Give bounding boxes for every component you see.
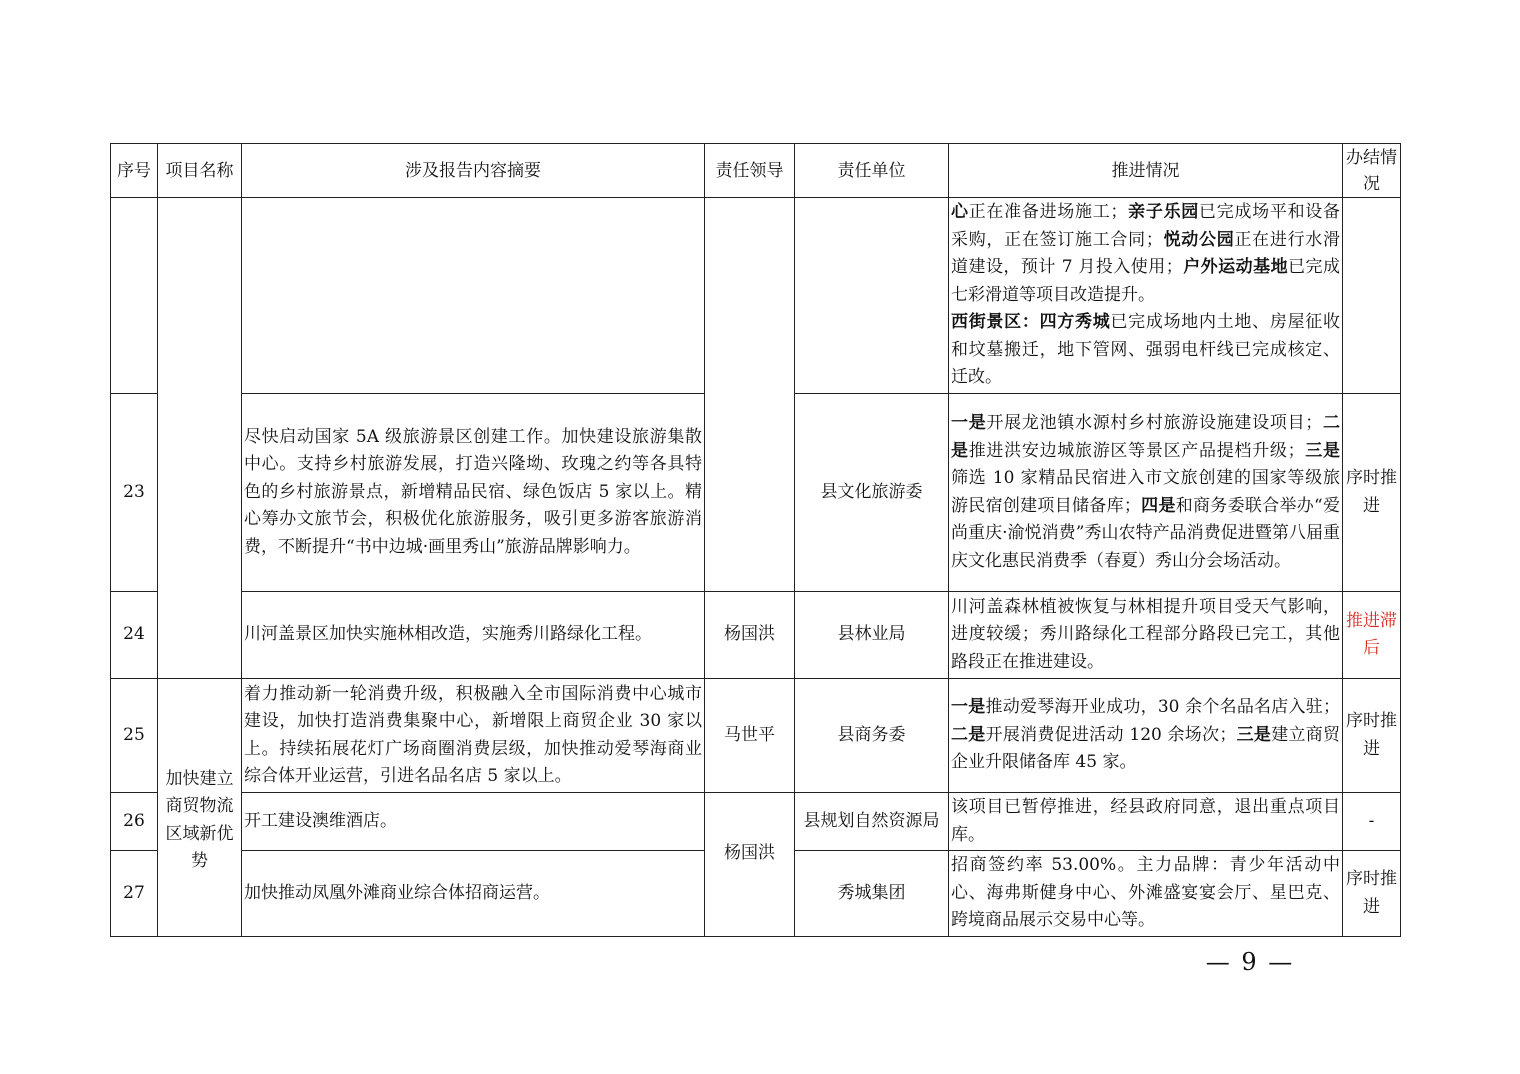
leader-cell: 杨国洪 [705,793,795,937]
table-row [111,198,1401,394]
summary-cell: 着力推动新一轮消费升级，积极融入全市国际消费中心城市建设，加快打造消费集聚中心，新增限上商贸企业 30 家以上。持续拓展花灯广场商圈消费层级，加快推动爱琴海商业综合体开业运营，引进名品名店 5 家以上。 [242,679,705,793]
leader-cell: 杨国洪 [705,592,795,679]
summary-cell: 尽快启动国家 5A 级旅游景区创建工作。加快建设旅游集散中心。支持乡村旅游发展，打造兴隆坳、玫瑰之约等各具特色的乡村旅游景点，新增精品民宿、绿色饭店 5 家以上。精心筹办文旅节会，积极优化旅游服务，吸引更多游客旅游消费，不断提升“书中边城·画里秀山”旅游品牌影响力。 [242,394,705,592]
summary-cell: 开工建设澳维酒店。 [242,793,705,851]
header-seq: 序号 [111,144,158,198]
progress-cell: 一是推动爱琴海开业成功，30 余个名品名店入驻；二是开展消费促进活动 120 余场次；三是建立商贸企业升限储备库 45 家。 [949,679,1343,793]
header-progress: 推进情况 [949,144,1343,198]
table-row [111,679,1401,793]
cont-progress-cell: 心正在准备进场施工；亲子乐园已完成场平和设备采购，正在签订施工合同；悦动公园正在进行水滑道建设，预计 7 月投入使用；户外运动基地已完成七彩滑道等项目改造提升。 西街景区：四方秀城已完成场地内土地、房屋征收和坟墓搬迁，地下管网、强弱电杆线已完成核定、迁改。 [949,198,1343,394]
status-cell: 序时推进 [1343,679,1401,793]
cont-summary-cell [242,198,705,394]
header-row [111,144,1401,198]
unit-cell: 县林业局 [795,592,949,679]
header-summary: 涉及报告内容摘要 [242,144,705,198]
status-cell: 推进滞后 [1343,592,1401,679]
header-leader: 责任领导 [705,144,795,198]
table-row [111,793,1401,851]
progress-cell: 该项目已暂停推进，经县政府同意，退出重点项目库。 [949,793,1343,851]
report-table [110,143,1401,937]
progress-cell: 川河盖森林植被恢复与林相提升项目受天气影响，进度较缓；秀川路绿化工程部分路段已完工，其他路段正在推进建设。 [949,592,1343,679]
table-row [111,592,1401,679]
status-cell: 序时推进 [1343,851,1401,937]
seq-cell: 23 [111,394,158,592]
page-number: — 9 — [1205,948,1295,976]
header-status: 办结情况 [1343,144,1401,198]
cont-leader-cell [705,198,795,592]
seq-cell: 25 [111,679,158,793]
unit-cell: 县文化旅游委 [795,394,949,592]
seq-cell: 27 [111,851,158,937]
seq-cell: 26 [111,793,158,851]
unit-cell: 县规划自然资源局 [795,793,949,851]
header-unit: 责任单位 [795,144,949,198]
progress-cell: 一是开展龙池镇水源村乡村旅游设施建设项目；二是推进洪安边城旅游区等景区产品提档升级；三是筛选 10 家精品民宿进入市文旅创建的国家等级旅游民宿创建项目储备库；四是和商务委联合举办“爱尚重庆·渝悦消费”秀山农特产品消费促进暨第八届重庆文化惠民消费季（春夏）秀山分会场活动。 [949,394,1343,592]
cont-status-cell [1343,198,1401,394]
status-cell: 序时推进 [1343,394,1401,592]
seq-cell: 24 [111,592,158,679]
summary-cell: 加快推动凤凰外滩商业综合体招商运营。 [242,851,705,937]
unit-cell: 县商务委 [795,679,949,793]
cont-project-cell [158,198,242,679]
header-project: 项目名称 [158,144,242,198]
leader-cell: 马世平 [705,679,795,793]
unit-cell: 秀城集团 [795,851,949,937]
cont-seq-cell [111,198,158,394]
status-cell: - [1343,793,1401,851]
project-group-cell: 加快建立商贸物流区域新优势 [158,679,242,937]
summary-cell: 川河盖景区加快实施林相改造，实施秀川路绿化工程。 [242,592,705,679]
cont-unit-cell [795,198,949,394]
progress-cell: 招商签约率 53.00%。主力品牌：青少年活动中心、海弗斯健身中心、外滩盛宴宴会厅、星巴克、跨境商品展示交易中心等。 [949,851,1343,937]
